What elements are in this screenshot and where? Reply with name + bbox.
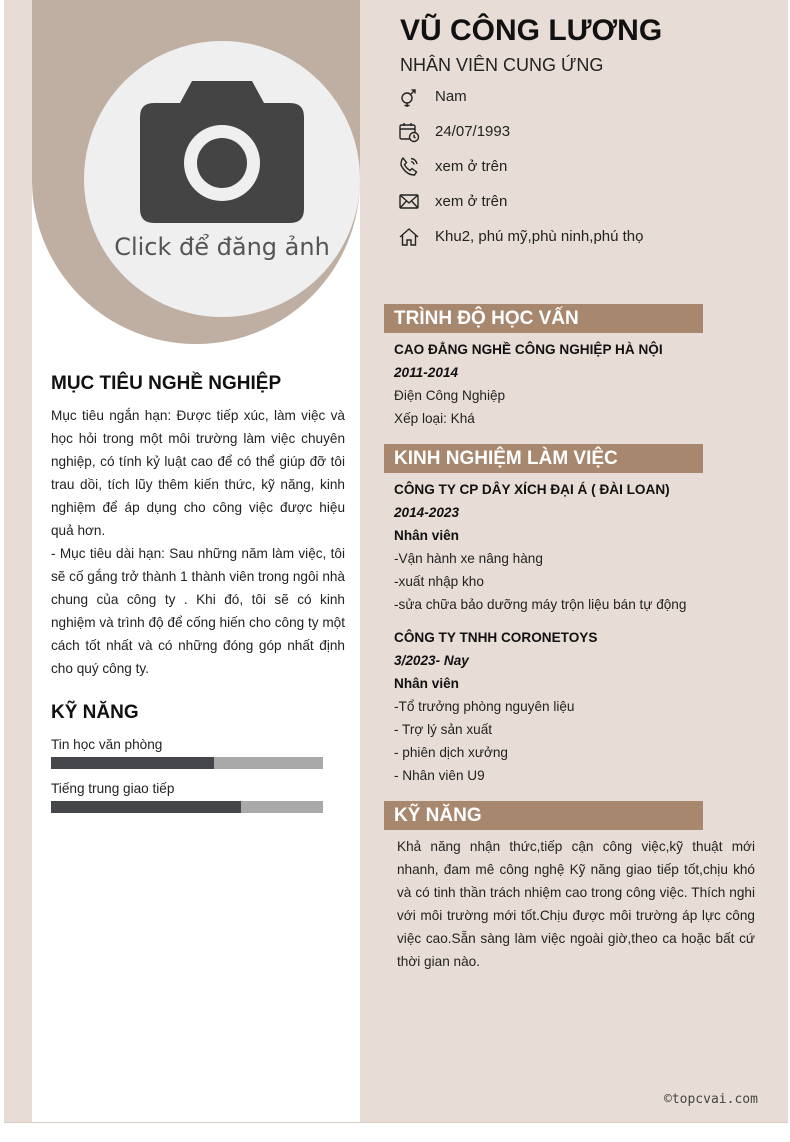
job-task: -sửa chữa bảo dưỡng máy trộn liệu bán tự động bbox=[394, 597, 687, 612]
gender-value: Nam bbox=[435, 88, 467, 105]
address-value: Khu2, phú mỹ,phù ninh,phú thọ bbox=[435, 228, 644, 245]
birthday-value: 24/07/1993 bbox=[435, 123, 511, 140]
job-period: 3/2023- Nay bbox=[394, 653, 469, 668]
education-grade: Xếp loại: Khá bbox=[394, 411, 475, 426]
experience-heading: KINH NGHIỆM LÀM VIỆC bbox=[384, 444, 703, 473]
email-value: xem ở trên bbox=[435, 193, 508, 210]
photo-upload[interactable] bbox=[84, 41, 360, 317]
job-company: CÔNG TY TNHH CORONETOYS bbox=[394, 630, 598, 645]
skill-bar-fill bbox=[51, 757, 214, 769]
job-role: Nhân viên bbox=[394, 676, 459, 691]
phone-value: xem ở trên bbox=[435, 158, 508, 175]
education-heading: TRÌNH ĐỘ HỌC VẤN bbox=[384, 304, 703, 333]
objective-text bbox=[51, 404, 345, 680]
education-major: Điện Công Nghiệp bbox=[394, 388, 506, 403]
skill-bar bbox=[51, 757, 323, 769]
contact-phone bbox=[396, 156, 776, 180]
contact-address bbox=[396, 226, 776, 250]
job-task: -Tổ trưởng phòng nguyên liệu bbox=[394, 699, 575, 714]
camera-icon bbox=[140, 81, 304, 227]
education-period: 2011-2014 bbox=[394, 365, 458, 380]
skills-right-heading: KỸ NĂNG bbox=[384, 801, 703, 830]
skill-bar-fill bbox=[51, 801, 241, 813]
watermark: ©topcvai.com bbox=[664, 1092, 758, 1107]
phone-icon bbox=[398, 156, 420, 178]
gender-icon bbox=[398, 86, 420, 108]
photo-caption: Click để đăng ảnh bbox=[114, 233, 330, 261]
home-icon bbox=[398, 226, 420, 248]
contact-email bbox=[396, 191, 776, 215]
photo-frame bbox=[32, 0, 360, 344]
skill-bar bbox=[51, 801, 323, 813]
contact-gender bbox=[396, 86, 776, 110]
job-task: - phiên dịch xưởng bbox=[394, 745, 508, 760]
skills-left-heading: KỸ NĂNG bbox=[51, 702, 139, 723]
job-title: NHÂN VIÊN CUNG ỨNG bbox=[400, 55, 604, 75]
calendar-icon bbox=[398, 121, 420, 143]
job-period: 2014-2023 bbox=[394, 505, 460, 520]
skill-label: Tin học văn phòng bbox=[51, 737, 163, 752]
objective-short-term: Mục tiêu ngắn hạn: Được tiếp xúc, làm việc và học hỏi trong một môi trường làm việc chuyên nghiệp, có tính kỷ luật cao để có thể giúp đỡ tôi trau dồi, tích lũy thêm kiến thức, kỹ năng, kinh nghiệm để áp dụng cho công việc được hiệu quả hơn. bbox=[51, 408, 345, 538]
full-name: VŨ CÔNG LƯƠNG bbox=[400, 14, 663, 47]
job-task: -xuất nhập kho bbox=[394, 574, 484, 589]
job-task: -Vận hành xe nâng hàng bbox=[394, 551, 543, 566]
job-task: - Trợ lý sản xuất bbox=[394, 722, 493, 737]
job-company: CÔNG TY CP DÂY XÍCH ĐẠI Á ( ĐÀI LOAN) bbox=[394, 482, 670, 497]
job-role: Nhân viên bbox=[394, 528, 459, 543]
mail-icon bbox=[398, 191, 420, 213]
education-school: CAO ĐẲNG NGHỀ CÔNG NGHIỆP HÀ NỘI bbox=[394, 342, 663, 357]
cv-page bbox=[4, 0, 788, 1123]
contact-birthday bbox=[396, 121, 776, 145]
objective-long-term: - Mục tiêu dài hạn: Sau những năm làm việc, tôi sẽ cố gắng trở thành 1 thành viên trong ngôi nhà chung của công ty . Khi đó, tôi sẽ có kinh nghiệm và trình độ để cống hiến cho công ty một cách tốt nhất và có những đóng góp nhất định cho quý công ty. bbox=[51, 546, 345, 676]
skill-label: Tiếng trung giao tiếp bbox=[51, 781, 175, 796]
job-task: - Nhân viên U9 bbox=[394, 768, 485, 783]
skills-text: Khả năng nhận thức,tiếp cận công việc,kỹ thuật mới nhanh, đam mê công nghệ Kỹ năng giao tiếp tốt,chịu khó và có tinh thần trách nhiệm cao trong công việc. Thích nghi với môi trường mới tốt.Chịu được môi trường áp lực công việc cao.Sẵn sàng làm việc ngoài giờ,theo ca hoặc bất cứ thời gian nào. bbox=[397, 839, 755, 969]
objective-heading: MỤC TIÊU NGHỀ NGHIỆP bbox=[51, 373, 282, 394]
